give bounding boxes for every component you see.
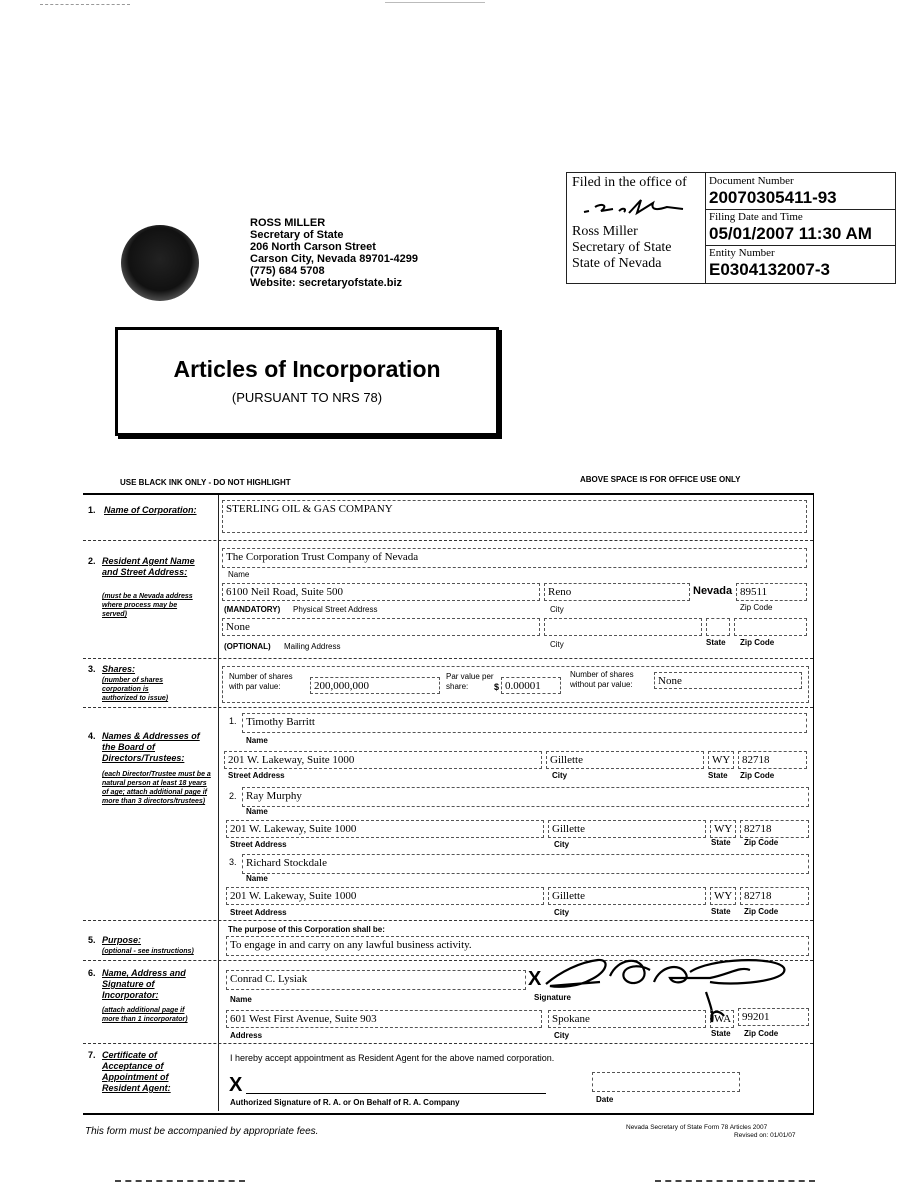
mailing-zip-label: Zip Code bbox=[740, 638, 775, 647]
mailing-address-field[interactable]: None bbox=[222, 618, 540, 636]
incorporator-address-label: Address bbox=[230, 1031, 263, 1040]
s7-heading: Certificate of Acceptance of Appointment of Resident Agent: bbox=[102, 1050, 171, 1093]
director-3-name-label: Name bbox=[246, 874, 268, 883]
director-1-zip-label: Zip Code bbox=[740, 771, 775, 780]
form-id: Nevada Secretary of State Form 78 Articles 2007 bbox=[626, 1124, 768, 1131]
s5-heading: Purpose: bbox=[102, 935, 142, 945]
acceptance-statement: I hereby accept appointment as Resident Agent for the above named corporation. bbox=[230, 1053, 555, 1063]
title-box bbox=[115, 327, 499, 436]
director-2-state-label: State bbox=[711, 838, 731, 847]
director-3-city-field[interactable]: Gillette bbox=[548, 887, 706, 905]
secretary-header bbox=[250, 217, 418, 289]
scan-artifact bbox=[115, 1180, 245, 1182]
director-2-city-label: City bbox=[554, 840, 570, 849]
scan-artifact bbox=[40, 4, 130, 5]
mailing-state-label: State bbox=[706, 638, 726, 647]
par-value-field[interactable]: 0.00001 bbox=[501, 677, 561, 694]
filing-datetime: 05/01/2007 11:30 AM bbox=[709, 224, 872, 243]
agent-name-field[interactable]: The Corporation Trust Company of Nevada bbox=[222, 548, 807, 568]
agent-date-label: Date bbox=[596, 1095, 614, 1104]
physical-address-label: Physical Street Address bbox=[293, 605, 378, 614]
agent-signature-line[interactable] bbox=[246, 1093, 546, 1094]
officer-title: Secretary of State bbox=[572, 240, 672, 255]
director-2-state-field[interactable]: WY bbox=[710, 820, 736, 838]
agent-name-label: Name bbox=[228, 570, 250, 579]
director-3-name-field[interactable]: Richard Stockdale bbox=[242, 854, 809, 874]
agent-street-field[interactable]: 6100 Neil Road, Suite 500 bbox=[222, 583, 540, 601]
incorporator-name-label: Name bbox=[230, 995, 252, 1004]
director-1-city-label: City bbox=[552, 771, 568, 780]
s6-note: (attach additional page if more than 1 incorporator) bbox=[102, 1007, 188, 1023]
director-2-street-label: Street Address bbox=[230, 840, 287, 849]
no-par-field[interactable]: None bbox=[654, 672, 802, 689]
s3-number: 3. bbox=[88, 664, 96, 674]
incorporator-zip-label: Zip Code bbox=[744, 1029, 779, 1038]
agent-city-label: City bbox=[550, 605, 564, 614]
purpose-label: The purpose of this Corporation shall be: bbox=[228, 925, 385, 934]
filing-datetime-label: Filing Date and Time bbox=[709, 211, 803, 223]
incorporator-city-field[interactable]: Spokane bbox=[548, 1010, 706, 1028]
incorporator-state-field[interactable]: WA bbox=[710, 1010, 734, 1028]
s1-heading: Name of Corporation: bbox=[104, 505, 197, 515]
s4-number: 4. bbox=[88, 731, 96, 741]
corporation-name-field[interactable]: STERLING OIL & GAS COMPANY bbox=[222, 500, 807, 533]
secretary-website: Website: secretaryofstate.biz bbox=[250, 277, 403, 289]
director-3-zip-field[interactable]: 82718 bbox=[740, 887, 809, 905]
s3-note: (number of shares corporation is authorized to issue) bbox=[102, 677, 169, 702]
s7-number: 7. bbox=[88, 1050, 96, 1060]
page-subtitle: (PURSUANT TO NRS 78) bbox=[231, 390, 383, 405]
director-2-street-field[interactable]: 201 W. Lakeway, Suite 1000 bbox=[226, 820, 544, 838]
s5-number: 5. bbox=[88, 935, 96, 945]
par-shares-label: Number of shares with par value: bbox=[229, 672, 293, 691]
secretary-signature bbox=[579, 197, 689, 219]
agent-x-mark: X bbox=[229, 1074, 243, 1096]
scan-artifact bbox=[655, 1180, 815, 1182]
office-use-note: ABOVE SPACE IS FOR OFFICE USE ONLY bbox=[580, 475, 741, 484]
s1-number: 1. bbox=[88, 505, 96, 515]
par-shares-field[interactable]: 200,000,000 bbox=[310, 677, 440, 694]
director-3-street-label: Street Address bbox=[230, 908, 287, 917]
director-2-name-label: Name bbox=[246, 807, 268, 816]
secretary-name: ROSS MILLER bbox=[250, 217, 326, 229]
agent-date-field[interactable] bbox=[592, 1072, 740, 1092]
director-2-city-field[interactable]: Gillette bbox=[548, 820, 706, 838]
s4-note: (each Director/Trustee must be a natural person at least 18 years of age; attach additional page if more than 3 directors/trustees) bbox=[102, 771, 211, 805]
agent-signature-label: Authorized Signature of R. A. or On Behalf of R. A. Company bbox=[230, 1098, 460, 1107]
entity-number: E0304132007-3 bbox=[709, 260, 831, 279]
secretary-city: Carson City, Nevada 89701-4299 bbox=[250, 253, 418, 265]
doc-number-label: Document Number bbox=[709, 175, 794, 187]
director-3-state-field[interactable]: WY bbox=[710, 887, 736, 905]
filing-stamp-box bbox=[566, 172, 896, 284]
entity-number-label: Entity Number bbox=[709, 247, 775, 259]
fees-note: This form must be accompanied by appropriate fees. bbox=[85, 1126, 319, 1137]
director-1-street-field[interactable]: 201 W. Lakeway, Suite 1000 bbox=[224, 751, 542, 769]
incorporator-address-field[interactable]: 601 West First Avenue, Suite 903 bbox=[226, 1010, 542, 1028]
incorporator-zip-field[interactable]: 99201 bbox=[738, 1008, 809, 1026]
page-title: Articles of Incorporation bbox=[173, 356, 441, 382]
mailing-city-label: City bbox=[550, 640, 564, 649]
director-1-zip-field[interactable]: 82718 bbox=[738, 751, 807, 769]
scan-artifact bbox=[385, 2, 485, 3]
purpose-field[interactable]: To engage in and carry on any lawful business activity. bbox=[226, 936, 809, 956]
director-2-name-field[interactable]: Ray Murphy bbox=[242, 787, 809, 807]
director-1-state-label: State bbox=[708, 771, 728, 780]
mailing-address-label: Mailing Address bbox=[284, 642, 341, 651]
director-1-city-field[interactable]: Gillette bbox=[546, 751, 704, 769]
incorporator-signature-label: Signature bbox=[534, 993, 571, 1002]
optional-label: (OPTIONAL) bbox=[224, 642, 271, 651]
director-1-index: 1. bbox=[229, 716, 237, 726]
s4-heading: Names & Addresses of the Board of Directors/Trustees: bbox=[102, 731, 200, 763]
no-par-label: Number of shares without par value: bbox=[570, 670, 634, 689]
secretary-title: Secretary of State bbox=[250, 229, 344, 241]
dollar-sign: $ bbox=[494, 682, 500, 692]
signature-x-mark: X bbox=[528, 968, 542, 990]
s6-number: 6. bbox=[88, 968, 96, 978]
director-1-street-label: Street Address bbox=[228, 771, 285, 780]
agent-state: Nevada bbox=[693, 585, 733, 597]
s3-heading: Shares: bbox=[102, 664, 136, 674]
s5-note: (optional - see instructions) bbox=[102, 948, 194, 955]
mailing-zip-field[interactable] bbox=[734, 618, 807, 636]
agent-zip-label: Zip Code bbox=[740, 603, 773, 612]
mandatory-label: (MANDATORY) bbox=[224, 605, 281, 614]
mailing-state-field[interactable] bbox=[706, 618, 730, 636]
ink-instruction: USE BLACK INK ONLY - DO NOT HIGHLIGHT bbox=[120, 478, 291, 487]
director-3-zip-label: Zip Code bbox=[744, 907, 779, 916]
director-1-name-label: Name bbox=[246, 736, 268, 745]
director-3-street-field[interactable]: 201 W. Lakeway, Suite 1000 bbox=[226, 887, 544, 905]
agent-zip-field[interactable]: 89511 bbox=[736, 583, 807, 601]
doc-number: 20070305411-93 bbox=[709, 188, 837, 207]
s2-number: 2. bbox=[88, 556, 96, 566]
revised-date: Revised on: 01/01/07 bbox=[734, 1132, 796, 1139]
incorporator-name-field[interactable]: Conrad C. Lysiak bbox=[226, 970, 526, 990]
incorporator-state-label: State bbox=[711, 1029, 731, 1038]
filed-in-office-label: Filed in the office of bbox=[572, 175, 687, 190]
par-value-label: Par value per share: bbox=[446, 672, 494, 691]
s2-heading: Resident Agent Name and Street Address: bbox=[102, 556, 195, 577]
director-1-state-field[interactable]: WY bbox=[708, 751, 734, 769]
director-3-index: 3. bbox=[229, 857, 237, 867]
officer-name: Ross Miller bbox=[572, 224, 638, 239]
secretary-street: 206 North Carson Street bbox=[250, 241, 376, 253]
state-seal-image bbox=[121, 225, 199, 301]
s2-note: (must be a Nevada address where process may be served) bbox=[102, 593, 193, 618]
secretary-phone: (775) 684 5708 bbox=[250, 265, 325, 277]
s6-heading: Name, Address and Signature of Incorporator: bbox=[102, 968, 186, 1000]
officer-state: State of Nevada bbox=[572, 256, 662, 271]
director-1-name-field[interactable]: Timothy Barritt bbox=[242, 713, 807, 733]
director-2-zip-label: Zip Code bbox=[744, 838, 779, 847]
mailing-city-field[interactable] bbox=[544, 618, 702, 636]
director-3-city-label: City bbox=[554, 908, 570, 917]
director-3-state-label: State bbox=[711, 907, 731, 916]
agent-city-field[interactable]: Reno bbox=[544, 583, 690, 601]
director-2-index: 2. bbox=[229, 791, 237, 801]
incorporator-city-label: City bbox=[554, 1031, 570, 1040]
director-2-zip-field[interactable]: 82718 bbox=[740, 820, 809, 838]
